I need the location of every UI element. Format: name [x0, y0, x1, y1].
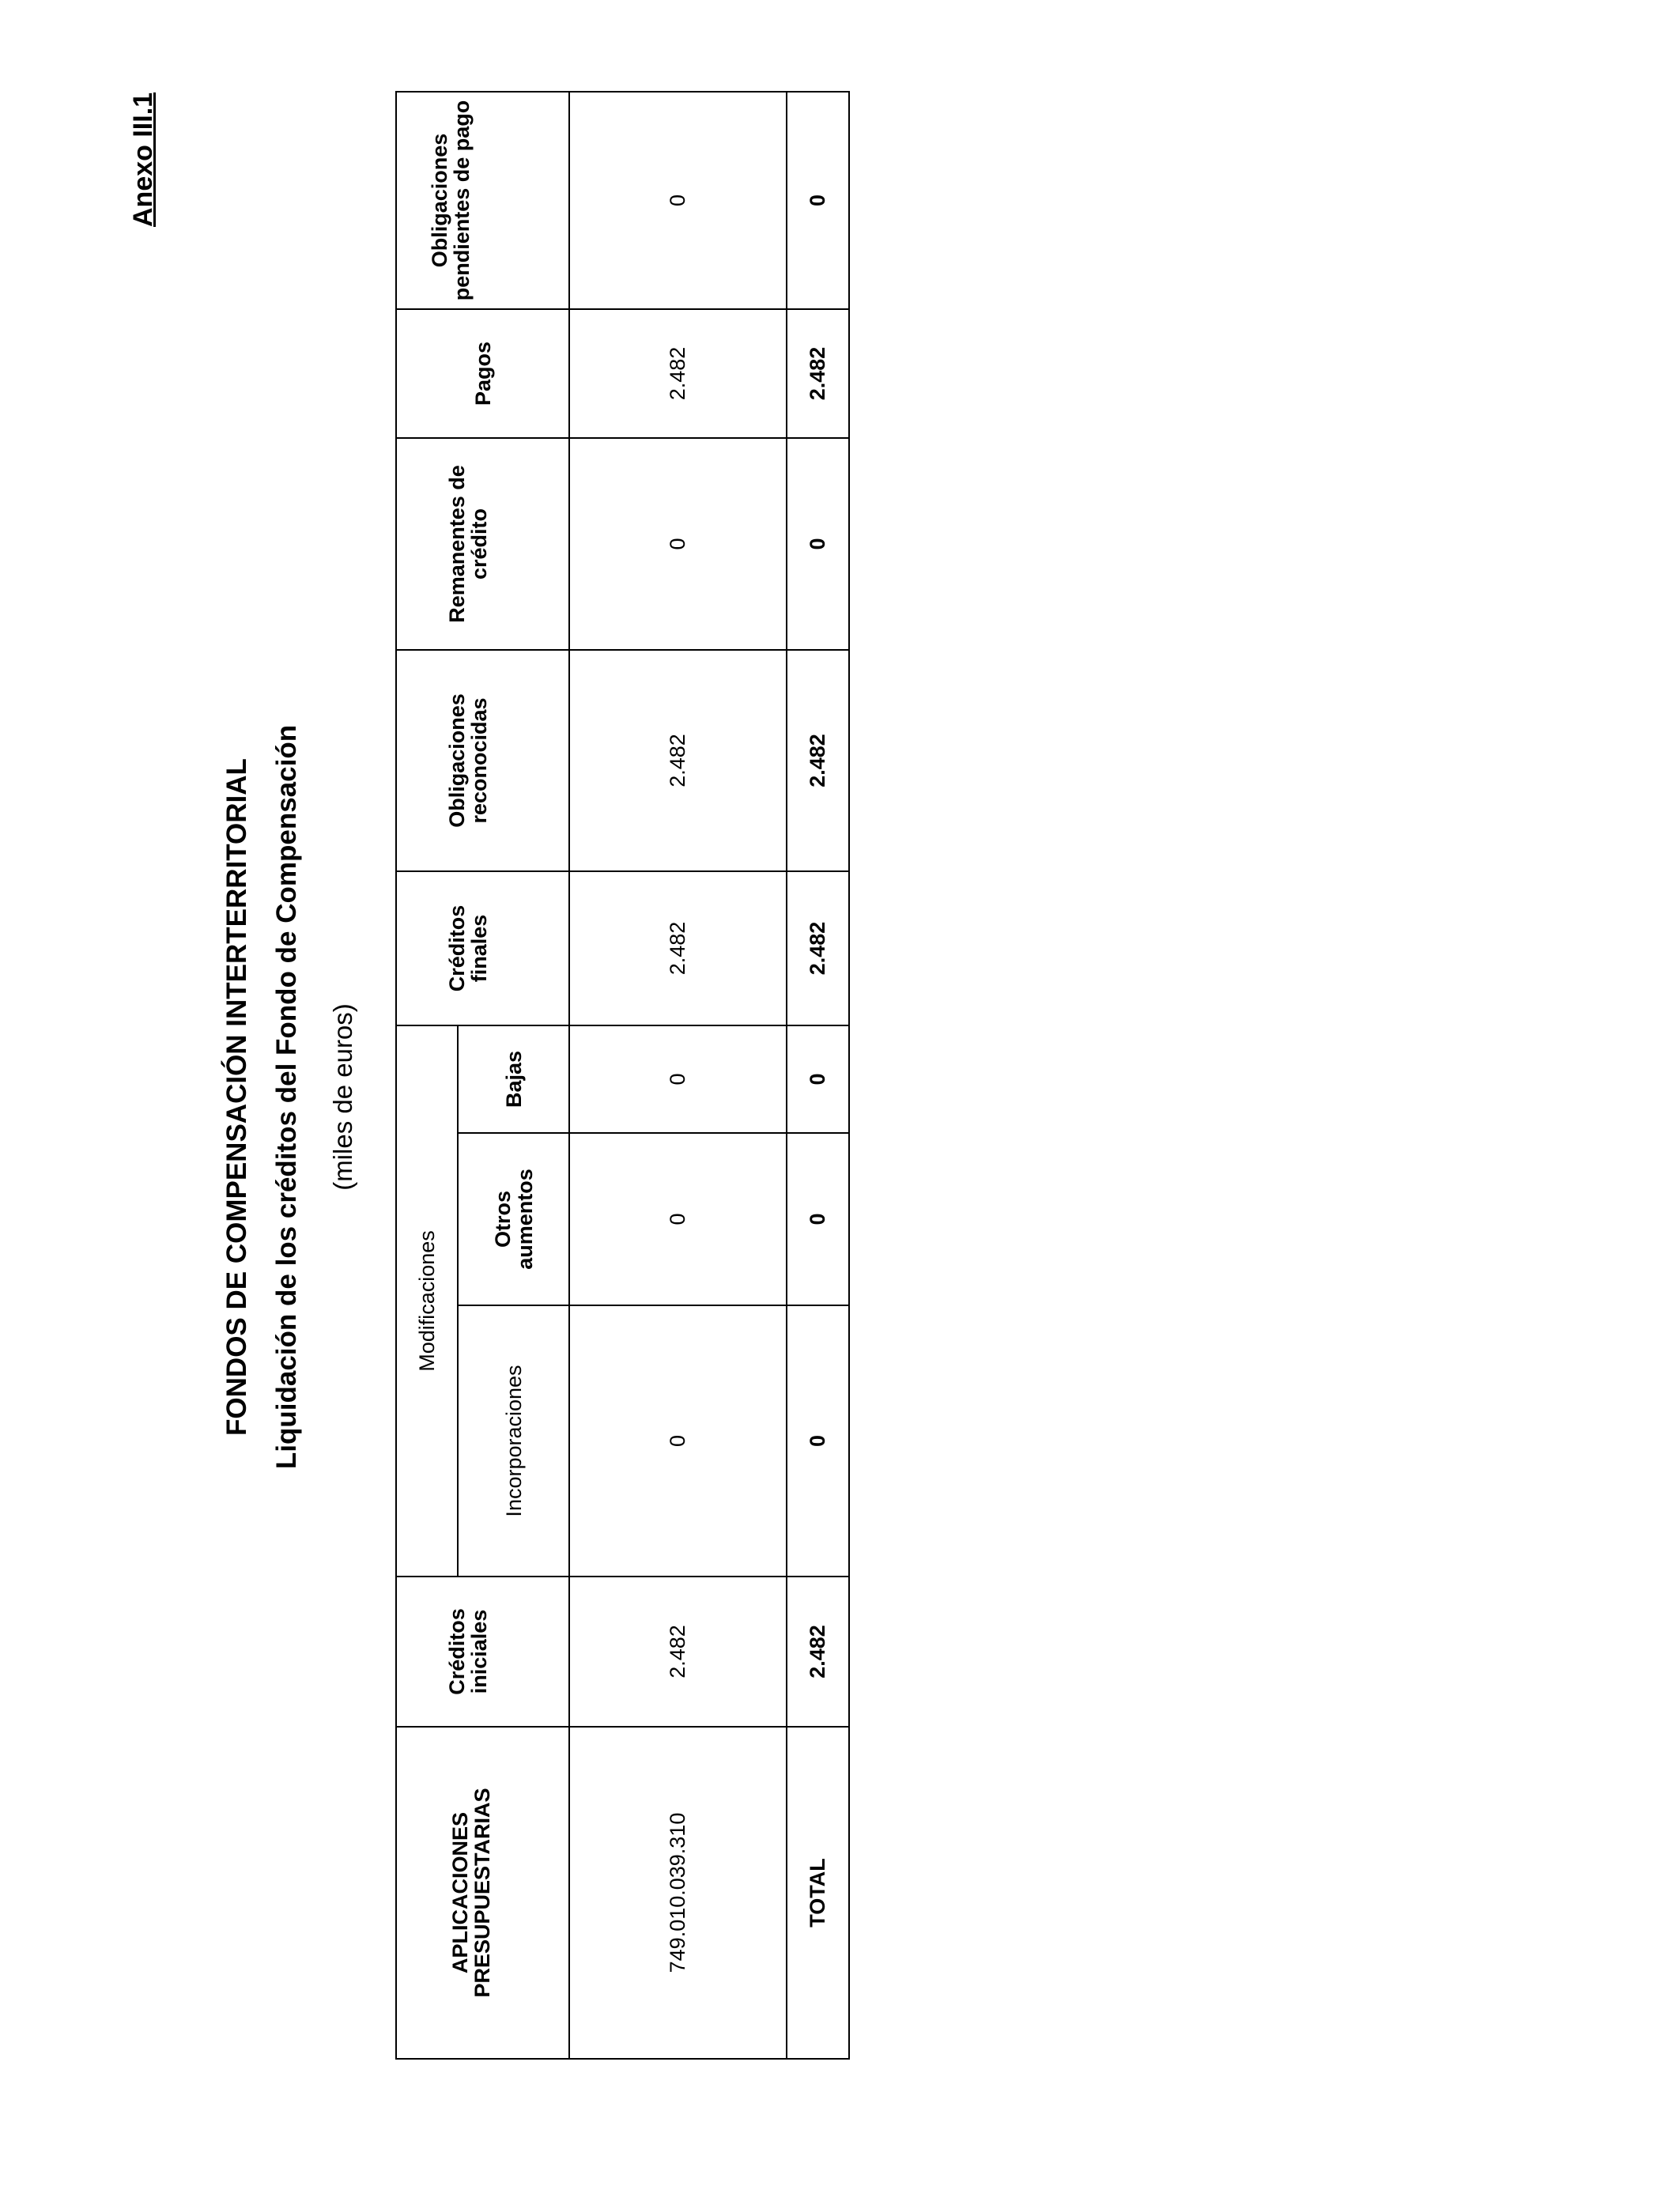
header-aplicaciones: APLICACIONES PRESUPUESTARIAS: [396, 1727, 569, 2059]
total-bajas: 0: [787, 1025, 849, 1133]
header-creditos-iniciales: Créditos iniciales: [396, 1577, 569, 1727]
table-header-row: [396, 92, 458, 2059]
total-obligaciones-pendientes: 0: [787, 92, 849, 309]
annex-label: Anexo III.1: [128, 92, 158, 227]
cell-incorporaciones: 0: [569, 1305, 787, 1577]
total-otros-aumentos: 0: [787, 1133, 849, 1305]
header-otros-aumentos: Otros aumentos: [458, 1133, 569, 1305]
document-title: FONDOS DE COMPENSACIÓN INTERTERRITORIAL: [221, 758, 252, 1436]
cell-otros-aumentos: 0: [569, 1133, 787, 1305]
cell-creditos-finales: 2.482: [569, 871, 787, 1025]
liquidation-table: [395, 91, 850, 2060]
header-modificaciones: Modificaciones: [396, 1025, 458, 1577]
total-label: TOTAL: [787, 1727, 849, 2059]
table-row: [569, 92, 787, 2059]
cell-aplicacion: 749.010.039.310: [569, 1727, 787, 2059]
header-obligaciones-pendientes: Obligaciones pendientes de pago: [396, 92, 569, 309]
header-remanentes: Remanentes de crédito: [396, 438, 569, 650]
total-pagos: 2.482: [787, 309, 849, 438]
header-creditos-finales: Créditos finales: [396, 871, 569, 1025]
cell-obligaciones-reconocidas: 2.482: [569, 650, 787, 871]
document-subtitle: Liquidación de los créditos del Fondo de Compensación: [271, 724, 302, 1470]
header-obligaciones-reconocidas: Obligaciones reconocidas: [396, 650, 569, 871]
cell-creditos-iniciales: 2.482: [569, 1577, 787, 1727]
total-creditos-finales: 2.482: [787, 871, 849, 1025]
units-note: (miles de euros): [328, 1003, 357, 1191]
cell-pagos: 2.482: [569, 309, 787, 438]
header-bajas: Bajas: [458, 1025, 569, 1133]
total-incorporaciones: 0: [787, 1305, 849, 1577]
total-creditos-iniciales: 2.482: [787, 1577, 849, 1727]
header-pagos: Pagos: [396, 309, 569, 438]
cell-remanentes: 0: [569, 438, 787, 650]
table-total-row: [787, 92, 849, 2059]
total-obligaciones-reconocidas: 2.482: [787, 650, 849, 871]
total-remanentes: 0: [787, 438, 849, 650]
cell-obligaciones-pendientes: 0: [569, 92, 787, 309]
header-incorporaciones: Incorporaciones: [458, 1305, 569, 1577]
cell-bajas: 0: [569, 1025, 787, 1133]
